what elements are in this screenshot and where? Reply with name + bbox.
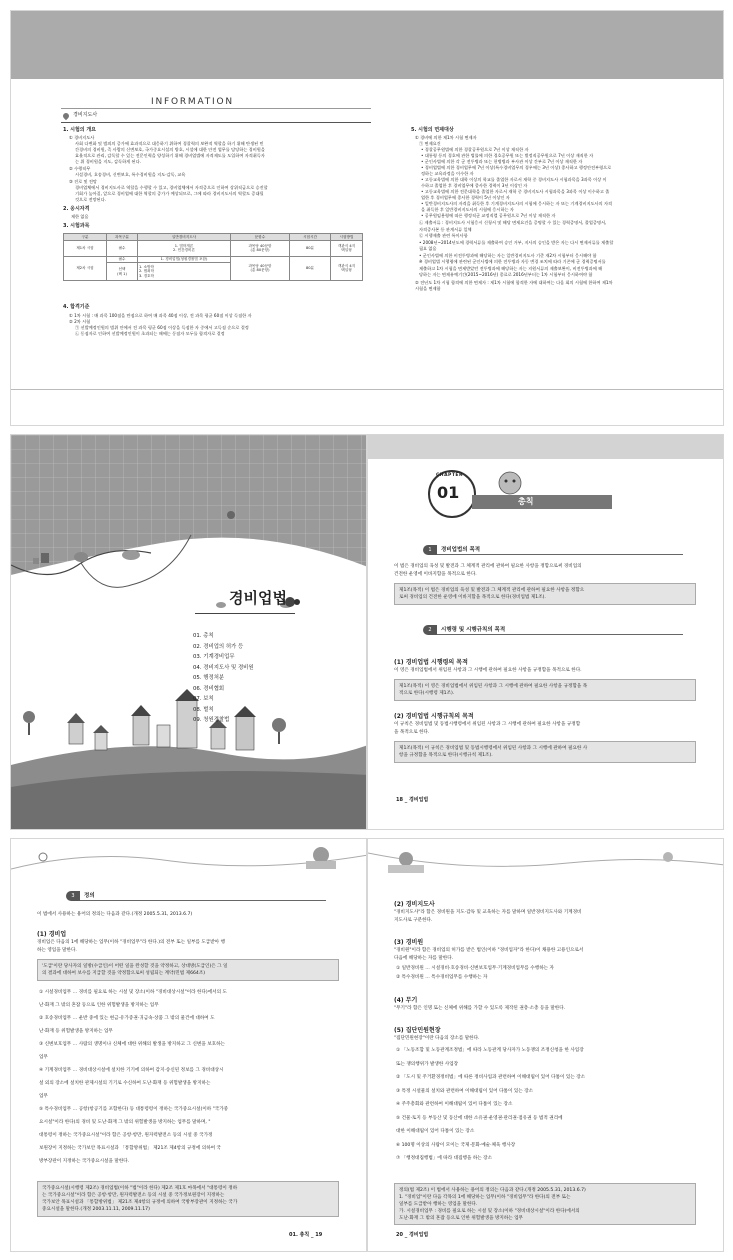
text-line: 중요시설을 말한다.(개정 2003.11.11, 2009.11.17) [42, 1207, 150, 1212]
text-line: 는 국가중요시설"이라 함은 공항·항만, 원자력발전소 등의 시설 중 국가정보원장이 지정하는 [42, 1193, 225, 1198]
text-line: • 군인사법에 의한 각 군 전투병과 또는 헌병병과 부사관 이상 간부로 7년 이상 재직한 자 [421, 159, 583, 164]
chapter-top-band [368, 435, 723, 459]
table-cell: 제1차 시험 [64, 240, 107, 256]
text-line: 대통령이 정하는 국가중요시설"이라 함은 공항·항만, 원자력발전소 등의 시설 중 국가정 [39, 1133, 213, 1138]
toc-item[interactable]: 05. 행정처분 [193, 675, 225, 681]
section-label: 정의 [84, 893, 95, 899]
subsection-line: 을 목적으로 한다. [394, 730, 430, 735]
sec1-title: 1. 시험의 개요 [63, 127, 97, 133]
sec2-title: 2. 응시자격 [63, 206, 90, 212]
page-cover [10, 434, 367, 830]
text-line: ⑦ 「행정대집행법」에 따라 대집행을 하는 장소 [396, 1156, 493, 1161]
table-cell: 선택 (택 1) [107, 263, 138, 281]
text-line: 업무 [39, 1055, 48, 1060]
subject-icon [62, 112, 70, 120]
text-line: ① 「노동조합 및 노동관계조정법」에 따라 노동관계 당사자가 노동쟁의 조정신청을 한 사업장 [396, 1048, 584, 1053]
sec1-item3: ③ 진로 및 전망 [69, 179, 97, 184]
body-line: 경비업은 다음의 1에 해당하는 업무(이하 "경비업무"라 한다.)의 전부 또는 일부를 도급받아 행 [37, 940, 226, 945]
sec1-item3-line: 것으로 전망된다. [75, 197, 106, 202]
text-line: 필요 없음 [419, 246, 437, 251]
text-line: 요시설"이라 한다)의 경비 및 도난·화재 그 밖의 위험발생을 방지하는 업무를 말하며, " [39, 1120, 211, 1125]
toc-item[interactable]: 04. 경비지도사 및 경비원 [193, 664, 254, 671]
book-title: 경비업법 [229, 589, 287, 607]
law-box-3 [394, 741, 696, 763]
text-line: 당하는 자는 면제유예기간(2015~2016년) 종료로 2016년부터는 1차 시험부터 응시하여야 함 [419, 272, 593, 277]
text-line: • 경비업법에 의한 경비업무에 7년 이상(특수경비업무의 경우에는 3년 이상) 종사하고 행정안전부령으로 [421, 165, 612, 170]
section-number: 1 [423, 545, 437, 555]
note-box-contract [37, 959, 339, 981]
law-box-national-facility [37, 1181, 339, 1217]
text-line: 설 외의 장소에 설치한 관제시설의 기기로 수신하여 도난·화재 등 위험발생을 방지하는 [39, 1081, 211, 1086]
text-line: 정하는 교육과정을 이수한 자 [421, 171, 474, 176]
section-label: 경비업법의 목적 [441, 547, 481, 553]
text-line: 방부장관이 지정하는 국가중요시설을 말한다. [39, 1159, 130, 1164]
table-cell: 객관식 4지 택일형 [331, 240, 363, 256]
sec1-item1: ① 경비지도사 [69, 135, 95, 140]
text-line: ① 시설경비업무 … 경비를 필요로 하는 시설 및 장소(이하 "경비대상시설"이라 한다)에서의 도 [39, 990, 227, 995]
sec5-item1-a: ㉠ 면제요건 [419, 141, 441, 146]
subject-rule [61, 122, 371, 123]
text-line: ③ 신변보호업무 … 사람의 생명이나 신체에 대한 위해의 발생을 방지하고 그 신변을 보호하는 [39, 1042, 225, 1047]
subsection-title: (2) 경비지도사 [394, 901, 435, 908]
text-line: • 일반경비지도사의 자격을 취득한 후 기계경비지도사의 시험에 응시하는 자 또는 기계경비지도사의 자격 [421, 201, 613, 206]
sec1-item3-line: 경비업체에서 경비지도사로 역할을 수행할 수 있고, 경비업체에서 자격증으로 인하여 상위직급으로 승진할 [75, 185, 268, 190]
section-number: 3 [66, 891, 80, 901]
section-rule [437, 634, 683, 635]
text-line: • 고등교육법에 의한 전문대학을 졸업한 자로서 재학 중 경비지도사 시험과목을 3과목 이상 이수하고 졸 [421, 189, 610, 194]
text-line: ④ 주주총회와 관련하여 이해대립이 있어 다툼이 있는 장소 [396, 1102, 513, 1107]
sec4-line: ① 1차 시험 : 매 과목 100점을 만점으로 하여 매 과목 40점 이상, 전 과목 평균 60점 이상 득점한 자 [69, 313, 252, 318]
text-line: ⑤ 특수경비업무 … 공항(항공기를 포함한다) 등 대통령령이 정하는 국가중요시설(이하 "국가중 [39, 1107, 229, 1112]
table-header: 과목구분 [107, 234, 138, 241]
text-line: ④ 기계경비업무 … 경비대상시설에 설치한 기기에 의하여 감지·송신된 정보를 그 경비대상시 [39, 1068, 224, 1073]
toc-item[interactable]: 02. 경비업의 허가 등 [193, 643, 244, 650]
section-number: 2 [423, 625, 437, 635]
sec2-text: 제한 없음 [71, 214, 89, 219]
book-title-rule [195, 613, 295, 614]
text-line: • 공무원임용령에 따른 행정직군 교정직렬 공무원으로 7년 이상 재직한 자 [421, 213, 556, 218]
text-line: 1. "경비업"이란 다음 각목의 1에 해당하는 업무(이하 "경비업무"라 한다)의 전부 또는 [399, 1195, 571, 1200]
sec5-title: 5. 시험의 면제대상 [411, 127, 454, 133]
body-line: 하는 영업을 말한다. [37, 948, 77, 953]
text-line: 수하고 졸업한 후 경비업무에 종사한 경력이 3년 이상인 자 [421, 183, 528, 188]
sec5-item2-line: ② 전년도 1차 시험 합격에 의한 면제자 : 제1차 시험에 합격한 자에 대하여는 다음 회의 시험에 한하여 제1차 [415, 280, 613, 285]
law-box-line: 항을 규정함을 목적으로 한다(시행규칙 제1조). [399, 753, 493, 758]
page-information [10, 10, 724, 426]
text-line: 을 취득한 후 일반경비지도사의 시험에 응시하는 자 [421, 207, 514, 212]
law-box-line: 적으로 한다(시행령 제1조). [399, 691, 455, 696]
text-line: 난·화재 그 밖의 혼잡 등으로 인한 위험발생을 방지하는 업무 [39, 1003, 159, 1008]
sec5-item2-line: 시험을 면제함 [415, 286, 441, 291]
table-cell: 제2차 시험 [64, 256, 107, 281]
toc-item[interactable]: 07. 보칙 [193, 696, 214, 702]
page-footer: 18 _ 경비업법 [396, 797, 429, 803]
section-1-line: 건전한 운영에 이바지함을 목적으로 한다. [394, 572, 477, 577]
chapter-number: 01 [437, 483, 460, 502]
text-line: ⑥ 100명 이상의 사람이 모이는 국제·문화·예술·체육 행사장 [396, 1142, 516, 1148]
subsection-title: (1) 경비업 [37, 931, 67, 938]
text-line: 도난·화재 그 밖의 혼잡 등으로 인한 위험발생을 방지하는 업무 [399, 1216, 524, 1221]
subsection-title: (4) 무기 [394, 997, 418, 1004]
subsection-title: (2) 경비업법 시행규칙의 목적 [394, 713, 474, 720]
table-cell: 과목당 40문항 (총 80문항) [231, 256, 290, 281]
page-footer: 01. 총칙 _ 19 [289, 1232, 323, 1238]
text-line: 보원장이 지정하는 국가보안 목표시설과 「통합방위법」 제21조 제4항의 규정에 의하여 국 [39, 1146, 221, 1151]
page-chapter-01 [367, 434, 724, 830]
sec4-title: 4. 합격기준 [63, 304, 90, 310]
sec1-item1-line: 는 위 경비원을 지도, 감독하게 된다. [75, 159, 141, 164]
chapter-word: CHAPTER [436, 473, 463, 478]
table-cell: 80분 [290, 240, 331, 256]
subsection-text: 이 영은 경비업법에서 위임된 사항과 그 시행에 관하여 필요한 사항을 규정함을 목적으로 한다. [394, 668, 582, 673]
sec1-item1-line: 사회 다변화 및 범죄의 증가에 효과적으로 대응하기 위하여 경찰력의 보완적 역할을 하기 위해 탄생된 민 [75, 141, 264, 146]
subsection-line: 이 규칙은 경비업법 및 동법시행령에서 위임된 사항과 그 시행에 관하여 필요한 사항을 규정함 [394, 722, 581, 727]
text-line: • 군인사법에 의한 비전투병과에 해당하는 자는 일반경비지도사 기준 재2차 시험부터 응시해야 함 [419, 252, 597, 258]
table-cell: 80분 [290, 256, 331, 281]
table-cell: 객관식 4지 택일형 [331, 256, 363, 281]
table-cell: 필수 [107, 240, 138, 256]
table-header: 시험시간 [290, 234, 331, 241]
list-item: ② 특수경비원 … 특수경비업무를 수행하는 자 [396, 975, 488, 980]
sec3-title: 3. 시험과목 [63, 223, 90, 229]
table-cell: 1. 법학개론 2. 민간경비론 [138, 240, 231, 256]
sec5-item1: ① 경비에 의한 제1차 시험 면제자 [415, 135, 477, 140]
table-header: 구분 [64, 234, 107, 241]
subsection-title: (1) 경비업법 시행령의 목적 [394, 659, 468, 666]
law-box-line: 제1조(목적) 이 규칙은 경비업법 및 동법시행령에서 위임된 사항과 그 시행에 관하여 필요한 사 [399, 746, 588, 751]
law-box-1 [394, 583, 696, 605]
text-line: ② 「도시 및 주거환경정비법」에 따른 정비사업과 관련하여 이해대립이 있어 다툼이 있는 장소 [396, 1075, 586, 1080]
sec1-item2-text: 시설경비, 호송경비, 신변보호, 특수경비원을 지도·감독, 교육 [75, 172, 186, 177]
section-1-header [423, 545, 683, 555]
chapter-title-bar [472, 495, 612, 509]
toc-item[interactable]: 01. 총칙 [193, 633, 214, 639]
text-line: 난·화재 등 위험발생을 방지하는 업무 [39, 1029, 113, 1034]
toc-item[interactable]: 08. 벌칙 [193, 706, 214, 713]
table-cell: 필수 [107, 256, 138, 263]
text-line: 업무 [39, 1094, 48, 1099]
subject-label: 경비지도사 [73, 112, 98, 118]
body-line: "경비지도사"라 함은 경비원을 지도·감독 및 교육하는 자를 말하며 일반경비지도사와 기계경비 [394, 910, 582, 915]
text-line: 가. 시설경비업무 : 경비를 필요로 하는 시설 및 장소(이하 "경비대상시설"이라 한다)에서의 [399, 1209, 580, 1214]
sec1-item1-line: 간경비의 경비원, 즉 사람의 신변보호, 국가중요시설의 방호, 시설에 대한 안전 업무를 담당하는 경비원을 [75, 147, 265, 152]
text-line: 제출하고 1차 시험을 면제받았던 전투병과에 해당하는 자는 지원서류의 제출보완이, 비전투병과에 해 [419, 265, 603, 271]
law-box-line: 제1조(목적) 이 영은 경비업법에서 위임된 사항과 그 시행에 관하여 필요한 사항을 규정함을 목 [399, 684, 588, 689]
text-line: • 2008년~2014년도에 경력서류를 제출하여 승인 거부, 지사의 승인을 받은 자는 다시 면제서류를 제출할 [419, 239, 614, 245]
sec1-item2: ② 수행직무 [69, 166, 91, 171]
section-rule [80, 900, 326, 901]
table-cell: 과목당 40문항 (총 80문항) [231, 240, 290, 256]
table-header: 문항수 [231, 234, 290, 241]
definition-intro: 이 법에서 사용하는 용어의 정의는 다음과 같다.(개정 2005.5.31, 2013.6.7) [37, 912, 193, 917]
info-title-rule [61, 108, 371, 109]
sec1-item1-line: 효율적으로 관리, 감독할 수 있는 전문인력을 양성하기 위해 경비업법에 자격제도를 도입하여 자격취득자 [75, 153, 265, 158]
text-line: 정의(법 제2조) 이 법에서 사용하는 용어의 정의는 다음과 같다.(개정 2005.5.31, 2013.6.7) [399, 1188, 586, 1193]
law-box-line: 로써 경비업의 건전한 운영에 이바지함을 목적으로 한다(경비업법 제1조). [399, 595, 546, 600]
text-line: ※ 경비업법 시행령에 관련된 군인사법에 의한 전투병과 자동 변경 조치에 따라 기존에 군 경력증명서를 [419, 259, 606, 264]
note-box-line: '도급'이란 당사자의 일방(수급인)이 어떤 일을 완성할 것을 약정하고, 상대방(도급인)은 그 일 [42, 964, 228, 969]
page-top-illustration [11, 839, 367, 879]
law-box-definition [394, 1183, 696, 1225]
body-line: "경비원"이라 함은 경비업의 허가를 받은 법인(이하 "경비업자"라 한다)이 채용한 고용인으로서 [394, 948, 584, 953]
info-title: INFORMATION [151, 97, 234, 107]
text-line: 자격증사본 등 관계서류 일체 [419, 226, 472, 232]
section-rule [437, 554, 683, 555]
page-footer: 20 _ 경비업법 [396, 1232, 429, 1238]
table-header: 시험방법 [331, 234, 363, 241]
list-item: ① 일반경비원 … 시설경비·호송경비·신변보호업무·기계경비업무를 수행하는 자 [396, 966, 554, 971]
text-line: ② 호송경비업무 … 운반 중에 있는 현금·유가증권·귀금속·상품 그 밖의 물건에 대하여 도 [39, 1016, 215, 1021]
text-line: 국가보안 목표시설과 「통합방위법」 제21조 제4항의 규정에 의하여 국방부장관이 지정하는 국가 [42, 1200, 238, 1205]
text-line: 일부를 도급받아 행하는 영업을 말한다. [399, 1202, 478, 1207]
exam-subject-table [63, 233, 363, 281]
text-line: ③ 특정 시설물의 설치와 관련하여 이해대립이 있어 다툼이 있는 장소 [396, 1088, 534, 1094]
page-header-band [11, 11, 723, 79]
section-3-header [66, 891, 326, 901]
text-line: • 고등교육법에 의한 대학 이상의 학교를 졸업한 자로서 재학 중 경비지도사 시험과목을 3과목 이상 이 [421, 177, 607, 182]
text-line: 업한 후 경비업무에 종사한 경력이 5년 이상인 자 [421, 195, 510, 200]
page-bottom-rule [11, 389, 723, 390]
sec4-line: ② 2차 시험 [69, 319, 91, 324]
body-line: "집단민원현장"이란 다음의 장소를 말한다. [394, 1036, 480, 1041]
text-line: • 경찰공무원법에 의한 경찰공무원으로 7년 이상 재직한 자 [421, 147, 529, 152]
sec1-item3-line: 기회가 높아질, 앞으로 경비업에 대한 역할의 증가가 예상되므로, 그에 따라 경비지도사의 역할도 증대될 [75, 191, 264, 196]
section-label: 시행령 및 시행규칙의 목적 [441, 627, 506, 633]
law-box-line: 제1조(목적) 이 법은 경비업의 육성 및 발전과 그 체계적 관리에 관하여 필요한 사항을 정함으 [399, 588, 585, 593]
note-box-line: 의 결과에 대하여 보수를 지급할 것을 약정함으로써 성립되는 계약(민법 제664조) [42, 971, 206, 976]
chapter-title: 총칙 [518, 497, 534, 506]
table-header: 일반경비지도사 [138, 234, 231, 241]
page-19 [10, 838, 367, 1252]
page-top-illustration [368, 839, 724, 879]
text-line: ㉢ 시행제출 관련 특이사항 [419, 233, 468, 238]
subsection-title: (3) 경비원 [394, 939, 424, 946]
text-line: 대한 이해대립이 있어 다툼이 있는 장소 [396, 1129, 475, 1134]
page-20 [367, 838, 724, 1252]
text-line: 또는 쟁의행위가 발생한 사업장 [396, 1061, 459, 1067]
body-line: 다음에 해당하는 자를 말한다. [394, 956, 454, 961]
chapter-mascot-icon [490, 467, 530, 497]
toc-item[interactable]: 09. 청원경찰법 [193, 717, 230, 723]
toc-item[interactable]: 06. 경비협회 [193, 685, 225, 692]
text-line: ㉡ 제출서류 : 경비지도사 시험응시 신청서 및 해당 면제요건을 증명할 수 있는 경력증명서, 졸업증명서, [419, 220, 607, 225]
law-box-2 [394, 679, 696, 701]
subsection-title: (5) 집단민원현장 [394, 1027, 441, 1034]
table-cell: 1. 경비업법(청원경찰법 포함) [138, 256, 231, 263]
body-line: 지도사로 구분한다. [394, 918, 433, 923]
sec4-line: ㉡ 동점자로 인하여 선발예정인원이 초과되는 때에는 동점자 모두를 합격자로 결정 [75, 331, 225, 336]
table-cell: 1. 소방학 2. 범죄학 3. 경호학 [138, 263, 231, 281]
body-line: "무기"라 함은 인명 또는 신체에 위해를 가할 수 있도록 제작된 권총·소총 등을 말한다. [394, 1006, 566, 1011]
text-line: • 대통령 등의 경호에 관한 법률에 의한 경호공무원 또는 별정직공무원으로 7년 이상 재직한 자 [421, 153, 594, 158]
section-1-line: 이 법은 경비업의 육성 및 발전과 그 체계적 관리에 관하여 필요한 사항을 정함으로써 경비업의 [394, 564, 582, 569]
text-line: 국가중요시설(시행령 제2조) 경비업법(이하 "법"이라 한다) 제2조 제1호 마목에서 "대통령이 정하 [42, 1186, 238, 1191]
cover-illustration [11, 435, 367, 830]
text-line: ⑤ 건물·토지 등 부동산 및 동산에 대한 소유권·운영권·관리권·점유권 등 법적 권리에 [396, 1115, 563, 1121]
section-2-header [423, 625, 683, 635]
toc-item[interactable]: 03. 기계경비업무 [193, 654, 235, 660]
sec4-line: ㉠ 선발예정인원의 범위 안에서 전 과목 평균 60점 이상을 득점한 자 중에서 고득점 순으로 결정 [75, 325, 249, 330]
